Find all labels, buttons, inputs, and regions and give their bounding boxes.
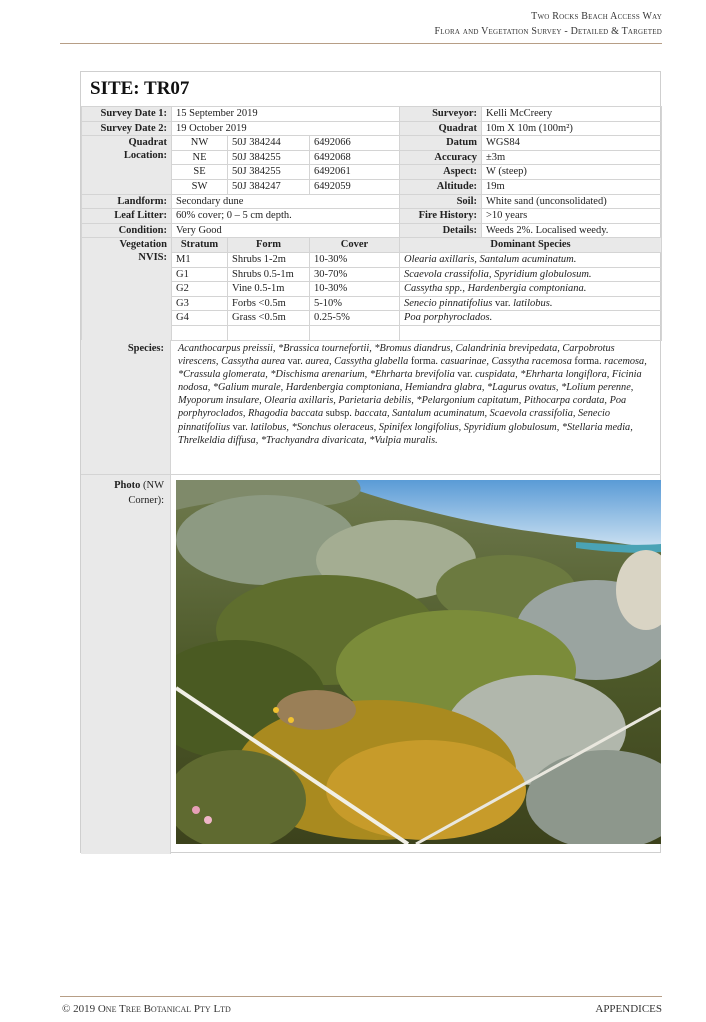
landform-label: Landform: [82,194,172,209]
survey-date-2-value: 19 October 2019 [172,121,400,136]
corner-nw: NW [172,136,228,151]
survey-date-1-label: Survey Date 1: [82,107,172,122]
aspect-label: Aspect: [400,165,482,180]
northing-ne: 6492068 [310,150,400,165]
condition-label: Condition: [82,223,172,238]
stratum-cell: M1 [172,252,228,267]
dominant-species-cell [400,282,662,297]
empty-cell [228,325,310,340]
surveyor-value: Kelli McCreery [482,107,662,122]
easting-nw: 50J 384244 [228,136,310,151]
table-row [82,209,662,224]
species-rank-text: var. [492,297,514,309]
quadrat-size-value: 10m X 10m (100m²) [482,121,662,136]
footer-rule [60,996,662,997]
empty-cell [400,325,662,340]
quadrat-location-label-line1: Quadrat [128,137,167,149]
quadrat-label: Quadrat [400,121,482,136]
corner-se: SE [172,165,228,180]
header-rule [60,43,662,44]
datum-label: Datum [400,136,482,151]
northing-se: 6492061 [310,165,400,180]
page-header [435,9,662,39]
accuracy-value: ±3m [482,150,662,165]
photo-label-cell [81,474,171,854]
dominant-species-cell [400,267,662,282]
dominant-species-cell [400,311,662,326]
species-label-cell [81,340,171,474]
photo-label-suffix: (NW Corner): [128,480,164,506]
easting-ne: 50J 384255 [228,150,310,165]
stratum-cell: G3 [172,296,228,311]
site-title: SITE: TR07 [90,78,190,99]
empty-cell [310,325,400,340]
species-text: Poa porphyroclados. [404,312,493,324]
vegetation-label-line1: Vegetation [119,239,167,251]
species-text: Cassytha [404,283,443,295]
dominant-species-cell [400,296,662,311]
form-cell: Grass <0.5m [228,311,310,326]
site-sheet [80,71,661,853]
northing-nw: 6492066 [310,136,400,151]
photo-rule [171,474,661,475]
cover-header: Cover [310,238,400,253]
cover-cell: 5-10% [310,296,400,311]
species-text: Scaevola crassifolia, Spyridium globulosum. [404,268,592,280]
site-details-table [81,106,662,341]
vegetation-label-line2: NVIS: [138,252,167,264]
stratum-cell: G1 [172,267,228,282]
altitude-value: 19m [482,179,662,194]
altitude-label: Altitude: [400,179,482,194]
soil-value: White sand (unconsolidated) [482,194,662,209]
empty-cell [172,325,228,340]
stratum-cell: G4 [172,311,228,326]
form-header: Form [228,238,310,253]
fire-history-value: >10 years [482,209,662,224]
species-list: Acanthocarpus preissii, *Brassica tournefortii, *Bromus diandrus, Calandrinia brevipedata, Carpobrotus virescens, Cassytha aurea var. aurea, Cassytha glabella forma. casuarinae, Cassytha racemosa forma. racemosa, *Crassula glomerata, *Dischisma arenarium, *Ehrharta brevifolia var. cuspidata, *Ehrharta longiflora, Ficinia nodosa, *Galium murale, Hardenbergia comptoniana, Hemiandra glabra, *Lagurus ovatus, *Lolium perenne, Myoporum insulare, Olearia axillaris, Parietaria debilis, *Pelargonium capitatum, Pithocarpa cordata, Poa porphyroclados, Rhagodia baccata subsp. baccata, Santalum acuminatum, Scaevola crassifolia, Senecio pinnatifolius var. latilobus, *Sonchus oleraceus, Spinifex longifolius, Spyridium globulosum, *Stellaria media, Threlkeldia diffusa, *Trachyandra divaricata, *Vulpia muralis. [178,343,647,446]
table-row [82,223,662,238]
leaf-litter-value: 60% cover; 0 – 5 cm depth. [172,209,400,224]
header-report-title: Flora and Vegetation Survey - Detailed & Targeted [434,26,662,37]
form-cell: Shrubs 1-2m [228,252,310,267]
stratum-header: Stratum [172,238,228,253]
vegetation-nvis-label [82,238,172,340]
dominant-species-cell [400,252,662,267]
species-text: Senecio pinnatifolius [404,297,493,309]
survey-date-2-label: Survey Date 2: [82,121,172,136]
site-photo [176,480,661,844]
species-text: Olearia axillaris, Santalum acuminatum. [404,253,577,265]
corner-ne: NE [172,150,228,165]
form-cell: Shrubs 0.5-1m [228,267,310,282]
cover-cell: 0.25-5% [310,311,400,326]
table-row [82,121,662,136]
form-cell: Vine 0.5-1m [228,282,310,297]
details-value: Weeds 2%. Localised weedy. [482,223,662,238]
surveyor-label: Surveyor: [400,107,482,122]
easting-se: 50J 384255 [228,165,310,180]
details-label: Details: [400,223,482,238]
cover-cell: 10-30% [310,252,400,267]
soil-label: Soil: [400,194,482,209]
footer-section: APPENDICES [595,1003,662,1015]
table-row [82,238,662,253]
aspect-value: W (steep) [482,165,662,180]
stratum-cell: G2 [172,282,228,297]
table-row [82,136,662,151]
survey-date-1-value: 15 September 2019 [172,107,400,122]
form-cell: Forbs <0.5m [228,296,310,311]
species-label: Species: [127,343,164,354]
condition-value: Very Good [172,223,400,238]
cover-cell: 30-70% [310,267,400,282]
landform-value: Secondary dune [172,194,400,209]
quadrat-location-label-line2: Location: [123,150,167,162]
header-project-title: Two Rocks Beach Access Way [531,11,662,22]
datum-value: WGS84 [482,136,662,151]
easting-sw: 50J 384247 [228,179,310,194]
site-photo-image [176,480,661,844]
corner-sw: SW [172,179,228,194]
accuracy-label: Accuracy [400,150,482,165]
cover-cell: 10-30% [310,282,400,297]
photo-label: Photo [114,480,141,491]
footer-copyright: © 2019 One Tree Botanical Pty Ltd [62,1003,231,1015]
table-row [82,107,662,122]
fire-history-label: Fire History: [400,209,482,224]
northing-sw: 6492059 [310,179,400,194]
table-row [82,194,662,209]
dominant-species-header: Dominant Species [400,238,662,253]
leaf-litter-label: Leaf Litter: [82,209,172,224]
species-text: latilobus. [513,297,553,309]
species-text: spp., Hardenbergia comptoniana. [442,283,587,295]
quadrat-location-label [82,136,172,194]
